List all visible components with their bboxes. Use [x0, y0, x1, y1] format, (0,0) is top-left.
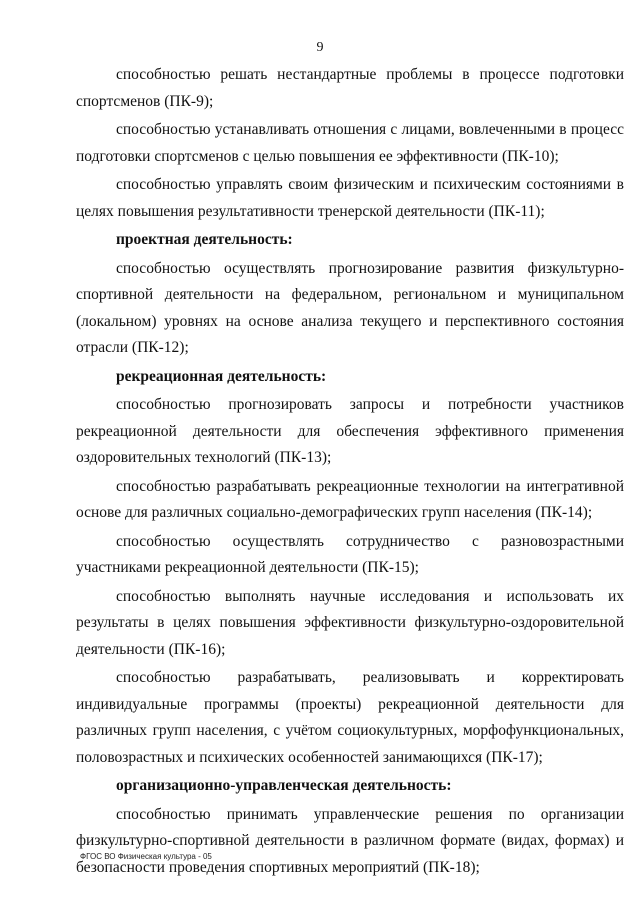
paragraph-pk-16: способностью выполнять научные исследования и использовать их результаты в целях повышения эффективности физкультурно-оздоровительной деятельности (ПК-16);	[76, 587, 624, 658]
paragraph-pk-18: способностью принимать управленческие решения по организации физкультурно-спортивной деятельности в различном формате (видах, формах) и безопасности проведения спортивных мероприятий (ПК-18);	[76, 805, 624, 876]
paragraph-pk-17: способностью разрабатывать, реализовывать и корректировать индивидуальные программы (проекты) рекреационной деятельности для различных групп населения, с учётом социокультурных, морфофункциональных, половозрастных и психических особенностей занимающихся (ПК-17);	[76, 669, 624, 766]
section-heading-project: проектная деятельность:	[116, 231, 293, 248]
paragraph-pk-11: способностью управлять своим физическим и психическим состояниями в целях повышения результативности тренерской деятельности (ПК-11);	[76, 176, 624, 220]
section-heading-management: организационно-управленческая деятельность:	[116, 777, 452, 794]
document-body	[76, 62, 624, 883]
paragraph-pk-12: способностью осуществлять прогнозирование развития физкультурно-спортивной деятельности на федеральном, региональном и муниципальном (локальном) уровнях на основе анализа текущего и перспективного состояния отрасли (ПК-12);	[76, 259, 624, 356]
paragraph-pk-10: способностью устанавливать отношения с лицами, вовлеченными в процесс подготовки спортсменов с целью повышения ее эффективности (ПК-10);	[76, 121, 624, 165]
page-number: 9	[316, 40, 324, 55]
paragraph-pk-9: способностью решать нестандартные проблемы в процессе подготовки спортсменов (ПК-9);	[76, 66, 624, 110]
paragraph-pk-13: способностью прогнозировать запросы и потребности участников рекреационной деятельности для обеспечения эффективного применения оздоровительных технологий (ПК-13);	[76, 396, 624, 466]
paragraph-pk-14: способностью разрабатывать рекреационные технологии на интегративной основе для различных социально-демографических групп населения (ПК-14);	[76, 477, 624, 521]
page-footer: ФГОС ВО Физическая культура - 05	[80, 852, 212, 861]
section-heading-recreation: рекреационная деятельность:	[116, 367, 327, 385]
paragraph-pk-15: способностью осуществлять сотрудничество с разновозрастными участниками рекреационной деятельности (ПК-15);	[76, 532, 624, 576]
